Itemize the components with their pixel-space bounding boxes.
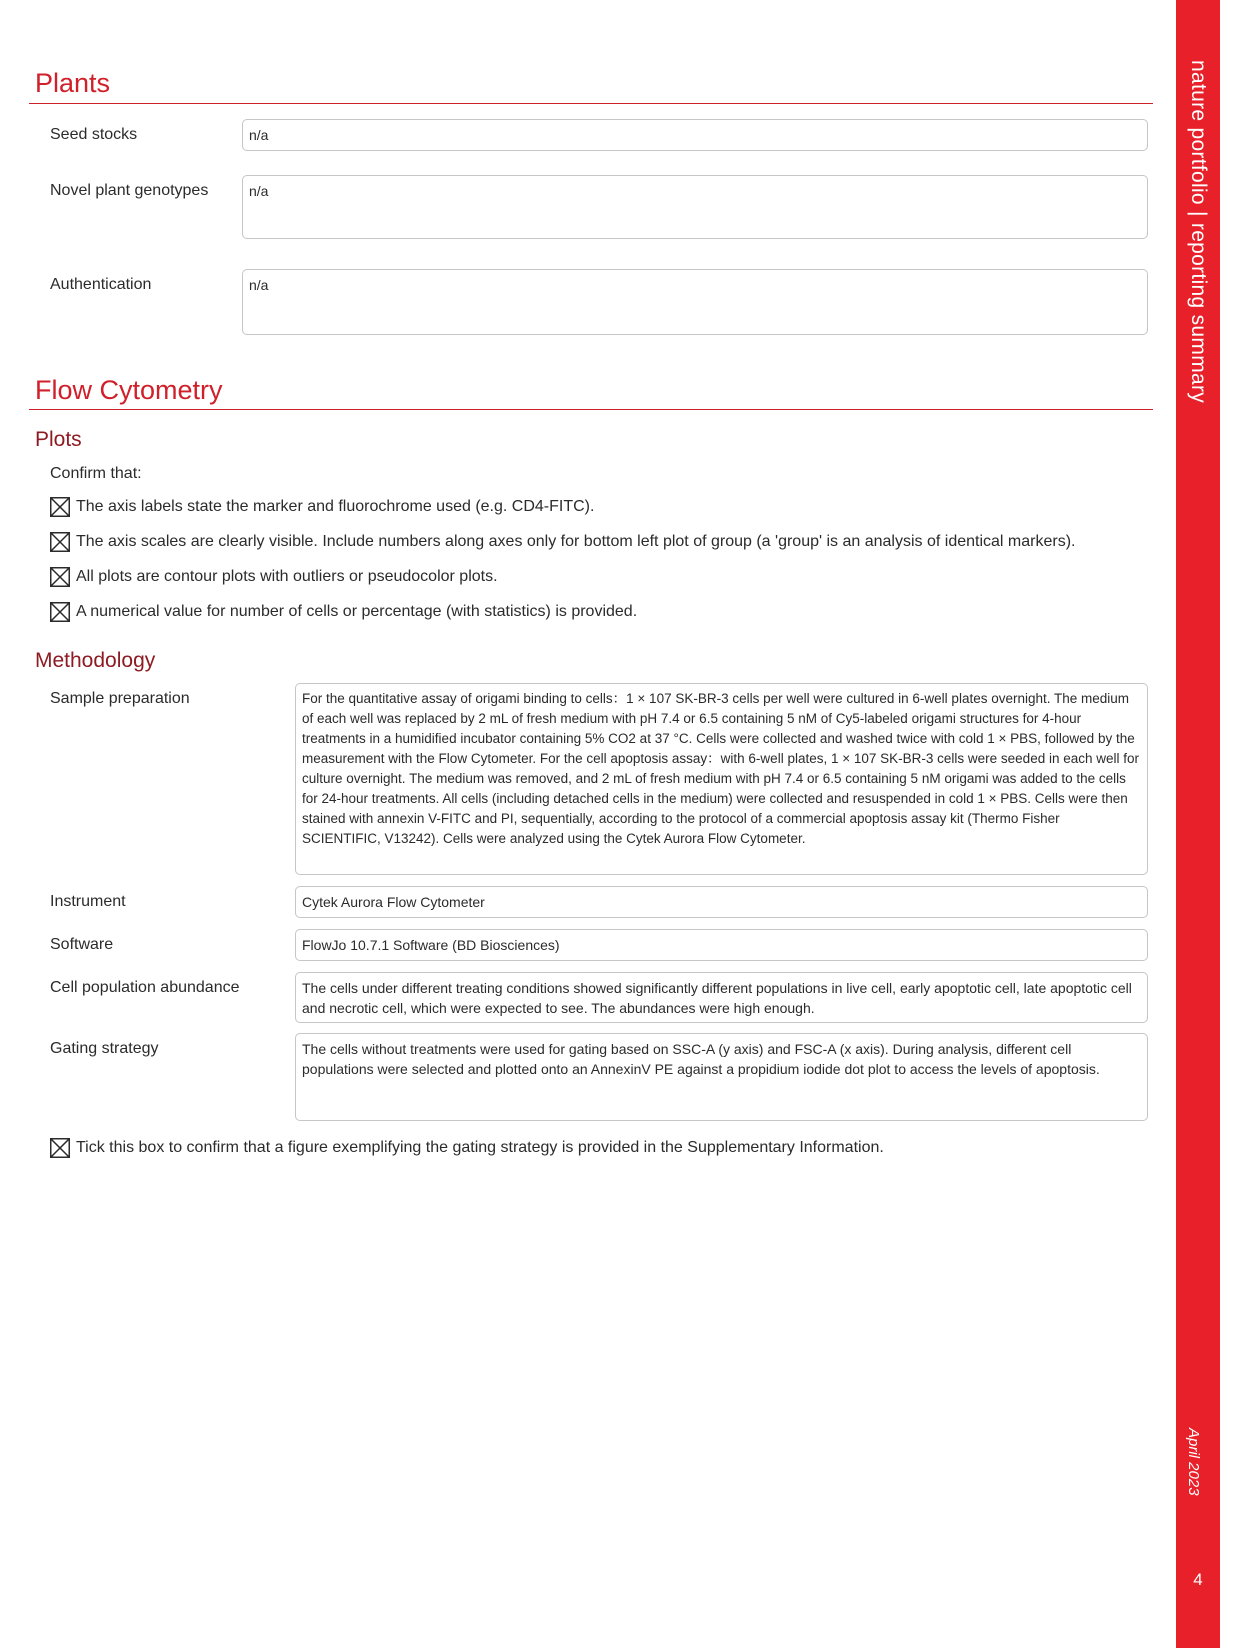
section-title-flow-cytometry: Flow Cytometry [35, 375, 223, 405]
section-title-plants: Plants [35, 68, 111, 98]
check-label: The axis scales are clearly visible. Include numbers along axes only for bottom left plot of group (a 'group' is an analysis of identical markers). [76, 533, 1076, 550]
edition-date: April 2023 [1185, 1428, 1202, 1496]
seed-stocks-field[interactable]: n/a [242, 119, 1148, 151]
checked-checkbox[interactable] [50, 567, 70, 587]
check-label: Tick this box to confirm that a figure exemplifying the gating strategy is provided in the Supplementary Information. [76, 1139, 884, 1156]
section-divider [29, 103, 1153, 104]
section-divider [29, 409, 1153, 410]
subsection-title-methodology: Methodology [35, 649, 156, 672]
page-number: 4 [1193, 1570, 1203, 1589]
check-row-axis-scales [50, 531, 1075, 553]
subsection-title-plots: Plots [35, 428, 82, 451]
check-row-gating-figure [50, 1137, 884, 1159]
label-gating-strategy: Gating strategy [50, 1040, 159, 1057]
check-label: All plots are contour plots with outliers or pseudocolor plots. [76, 568, 498, 585]
label-cell-population-abundance: Cell population abundance [50, 979, 240, 996]
software-field[interactable]: FlowJo 10.7.1 Software (BD Biosciences) [295, 929, 1148, 961]
label-sample-preparation: Sample preparation [50, 690, 190, 707]
label-novel-plant-genotypes: Novel plant genotypes [50, 182, 209, 199]
confirm-label: Confirm that: [50, 465, 142, 482]
sample-preparation-field[interactable]: For the quantitative assay of origami binding to cells：1 × 107 SK-BR-3 cells per well were cultured in 6-well plates overnight. The medium of each well was replaced by 2 mL of fresh medium with pH 7.4 or 6.5 containing 5 nM of Cy5-labeled origami structures for 4-hour treatments in a humidified incubator containing 5% CO2 at 37 °C. Cells were collected and washed twice with cold 1 × PBS, followed by the measurement with the Flow Cytometer. For the cell apoptosis assay：with 6-well plates, 1 × 107 SK-BR-3 cells were seeded in each well for culture overnight. The medium was removed, and 2 mL of fresh medium with pH 7.4 or 6.5 containing 5 nM origami was added to the cells for 24-hour treatments. All cells (including detached cells in the medium) were collected and resuspended in cold 1 × PBS. Cells were then stained with annexin V-FITC and PI, sequentially, according to the protocol of a commercial apoptosis assay kit (Thermo Fisher SCIENTIFIC, V13242). Cells were analyzed using the Cytek Aurora Flow Cytometer. [295, 683, 1148, 875]
gating-strategy-field[interactable]: The cells without treatments were used for gating based on SSC-A (y axis) and FSC-A (x axis). During analysis, different cell populations were selected and plotted onto an AnnexinV PE against a propidium iodide dot plot to access the levels of apoptosis. [295, 1033, 1148, 1121]
check-row-contour-plots [50, 566, 498, 588]
sidebar [1176, 0, 1220, 1648]
checked-checkbox[interactable] [50, 497, 70, 517]
novel-plant-genotypes-field[interactable]: n/a [242, 175, 1148, 239]
checked-checkbox[interactable] [50, 602, 70, 622]
label-instrument: Instrument [50, 893, 126, 910]
check-label: The axis labels state the marker and fluorochrome used (e.g. CD4-FITC). [76, 498, 595, 515]
label-authentication: Authentication [50, 276, 152, 293]
checked-checkbox[interactable] [50, 532, 70, 552]
check-label: A numerical value for number of cells or percentage (with statistics) is provided. [76, 603, 638, 620]
check-row-axis-labels [50, 496, 594, 518]
cell-population-abundance-field[interactable]: The cells under different treating conditions showed significantly different populations in live cell, early apoptotic cell, late apoptotic cell and necrotic cell, which were expected to see. The abundances were high enough. [295, 972, 1148, 1023]
instrument-field[interactable]: Cytek Aurora Flow Cytometer [295, 886, 1148, 918]
authentication-field[interactable]: n/a [242, 269, 1148, 335]
brand-title: nature portfolio | reporting summary [1187, 60, 1210, 404]
checked-checkbox[interactable] [50, 1138, 70, 1158]
label-seed-stocks: Seed stocks [50, 126, 138, 143]
label-software: Software [50, 936, 114, 953]
check-row-numerical-value [50, 601, 637, 623]
